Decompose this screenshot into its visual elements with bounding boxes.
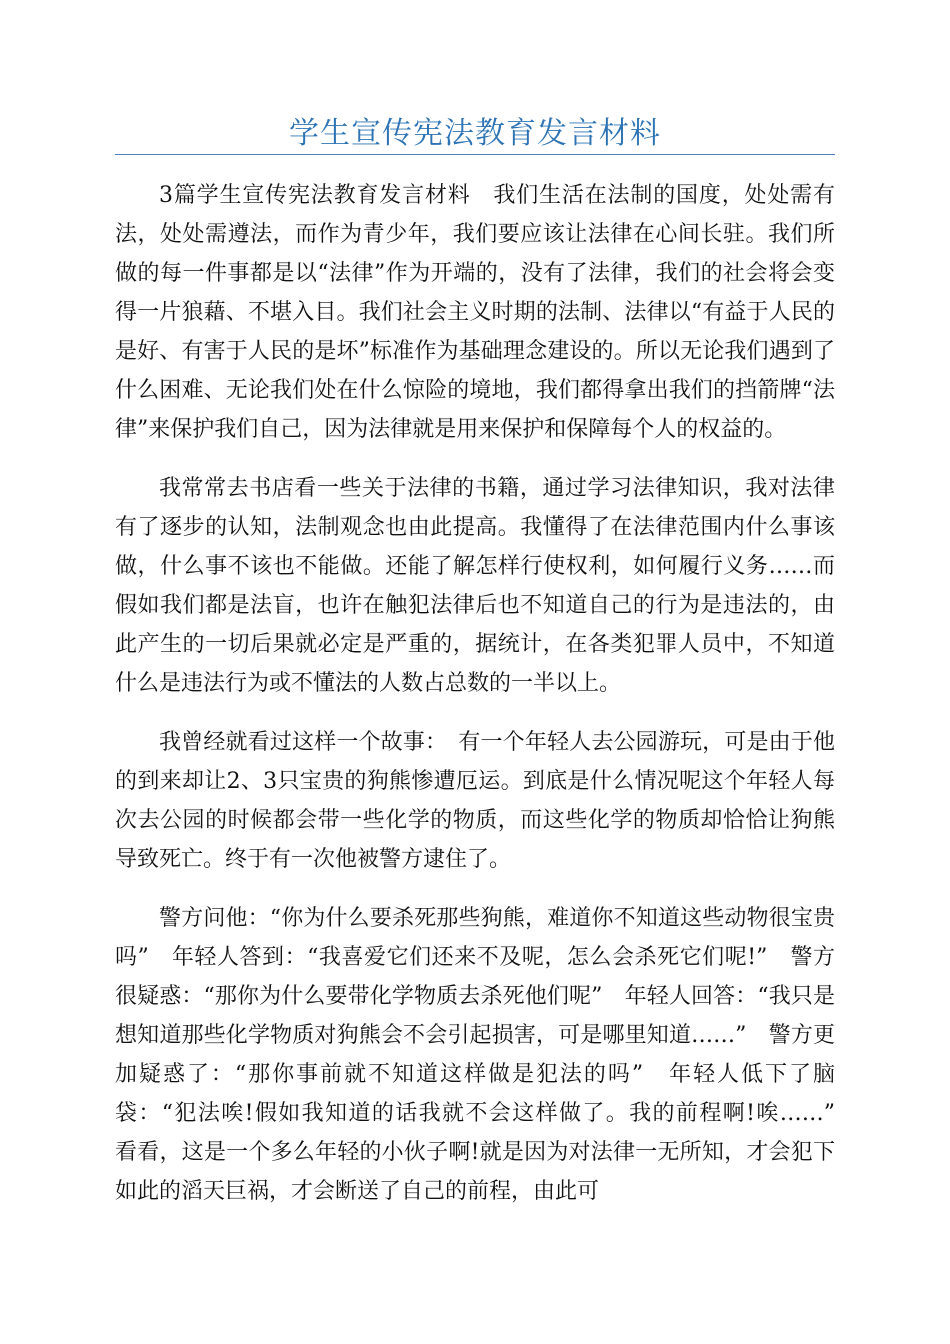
paragraph-2: 我常常去书店看一些关于法律的书籍，通过学习法律知识，我对法律有了逐步的认知，法制观念也由此提高。我懂得了在法律范围内什么事该做，什么事不该也不能做。还能了解怎样行使权利，如何履行义务……而假如我们都是法盲，也许在触犯法律后也不知道自己的行为是违法的，由此产生的一切后果就必定是严重的，据统计，在各类犯罪人员中，不知道什么是违法行为或不懂法的人数占总数的一半以上。 bbox=[115, 476, 835, 696]
document-body bbox=[115, 176, 858, 1211]
paragraph-3: 我曾经就看过这样一个故事： 有一个年轻人去公园游玩，可是由于他的到来却让2、3只宝贵的狗熊惨遭厄运。到底是什么情况呢这个年轻人每次去公园的时候都会带一些化学的物质，而这些化学的物质却恰恰让狗熊导致死亡。终于有一次他被警方逮住了。 bbox=[115, 730, 835, 872]
document-title: 学生宣传宪法教育发言材料 bbox=[289, 116, 661, 151]
title-underline bbox=[115, 154, 835, 155]
title-block bbox=[115, 112, 835, 156]
paragraph-1: 3篇学生宣传宪法教育发言材料 我们生活在法制的国度，处处需有法，处处需遵法，而作为青少年，我们要应该让法律在心间长驻。我们所做的每一件事都是以“法律”作为开端的，没有了法律，我们的社会将会变得一片狼藉、不堪入目。我们社会主义时期的法制、法律以“有益于人民的是好、有害于人民的是坏”标准作为基础理念建设的。所以无论我们遇到了什么困难、无论我们处在什么惊险的境地，我们都得拿出我们的挡箭牌“法律”来保护我们自己，因为法律就是用来保护和保障每个人的权益的。 bbox=[115, 183, 835, 442]
paragraph-4: 警方问他：“你为什么要杀死那些狗熊，难道你不知道这些动物很宝贵吗” 年轻人答到：“我喜爱它们还来不及呢，怎么会杀死它们呢!” 警方很疑惑：“那你为什么要带化学物质去杀死他们呢” 年轻人回答：“我只是想知道那些化学物质对狗熊会不会引起损害，可是哪里知道……” 警方更加疑惑了：“那你事前就不知道这样做是犯法的吗” 年轻人低下了脑袋：“犯法唉!假如我知道的话我就不会这样做了。我的前程啊!唉……” 看看，这是一个多么年轻的小伙子啊!就是因为对法律一无所知，才会犯下如此的滔天巨祸，才会断送了自己的前程，由此可 bbox=[115, 906, 858, 1204]
